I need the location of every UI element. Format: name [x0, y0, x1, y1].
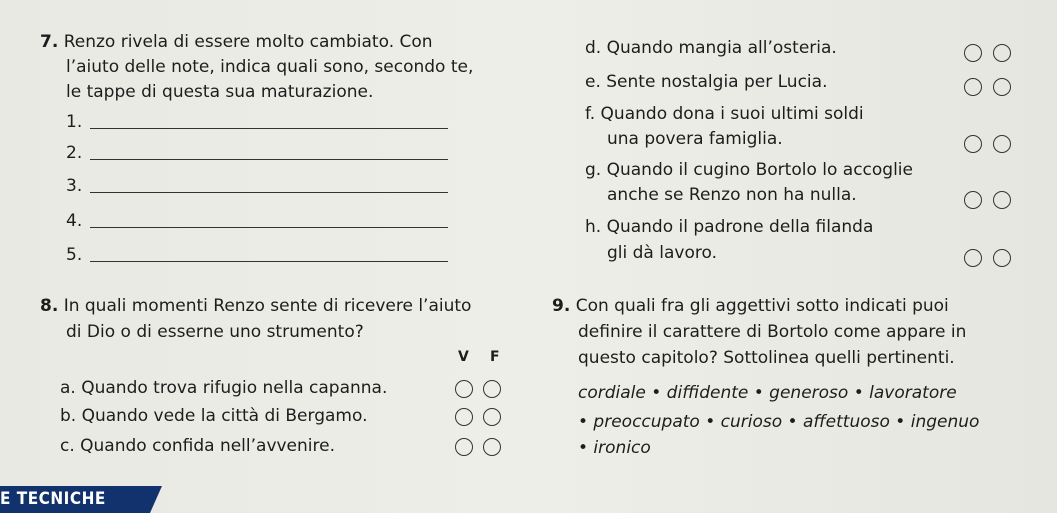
exercise-9-line-1: Con quali fra gli aggettivi sotto indicati puoi [575, 296, 949, 316]
item-h-true-circle[interactable] [964, 249, 982, 267]
blank-label-2: 2. [66, 143, 83, 163]
item-g-line-1: g. Quando il cugino Bortolo lo accoglie [585, 160, 913, 180]
item-b-true-circle[interactable] [455, 408, 473, 426]
item-e-true-circle[interactable] [964, 78, 982, 96]
item-f-false-circle[interactable] [993, 135, 1011, 153]
item-a-false-circle[interactable] [483, 380, 501, 398]
exercise-7-question [40, 30, 433, 54]
item-f-line-2: una povera famiglia. [607, 129, 783, 149]
exercise-8-line-2: di Dio o di esserne uno strumento? [66, 322, 364, 342]
answer-line-3[interactable] [90, 192, 448, 193]
true-column-label: V [458, 349, 469, 365]
item-h-line-1: h. Quando il padrone della filanda [585, 217, 874, 237]
item-g-false-circle[interactable] [993, 191, 1011, 209]
exercise-8-question [40, 294, 471, 318]
exercise-7-line-2: l’aiuto delle note, indica quali sono, secondo te, [66, 57, 474, 77]
blank-label-4: 4. [66, 211, 83, 231]
section-banner: E TECNICHE [0, 486, 150, 513]
exercise-8-number: 8. [40, 296, 59, 316]
item-c: c. Quando confida nell’avvenire. [60, 436, 335, 456]
adjective-line-2[interactable]: • preoccupato • curioso • affettuoso • ingenuo [578, 412, 980, 432]
exercise-9-question [552, 294, 949, 318]
item-b-false-circle[interactable] [483, 408, 501, 426]
item-f-line-1: f. Quando dona i suoi ultimi soldi [585, 104, 864, 124]
item-a-true-circle[interactable] [455, 380, 473, 398]
item-h-line-2: gli dà lavoro. [607, 243, 717, 263]
blank-label-3: 3. [66, 176, 83, 196]
blank-label-5: 5. [66, 245, 83, 265]
exercise-7-line-3: le tappe di questa sua maturazione. [66, 82, 374, 102]
exercise-8-line-1: In quali momenti Renzo sente di ricevere l’aiuto [63, 296, 472, 316]
item-d-false-circle[interactable] [993, 44, 1011, 62]
answer-line-5[interactable] [90, 261, 448, 262]
item-c-false-circle[interactable] [483, 438, 501, 456]
item-f-true-circle[interactable] [964, 135, 982, 153]
item-d: d. Quando mangia all’osteria. [585, 38, 837, 58]
item-g-line-2: anche se Renzo non ha nulla. [607, 185, 857, 205]
exercise-9-line-3: questo capitolo? Sottolinea quelli pertinenti. [578, 348, 955, 368]
item-g-true-circle[interactable] [964, 191, 982, 209]
exercise-9-line-2: definire il carattere di Bortolo come appare in [578, 322, 967, 342]
item-e-false-circle[interactable] [993, 78, 1011, 96]
exercise-7-line-1: Renzo rivela di essere molto cambiato. Con [63, 32, 433, 52]
exercise-7-number: 7. [40, 32, 59, 52]
item-d-true-circle[interactable] [964, 44, 982, 62]
section-banner-tip [150, 486, 162, 513]
item-a: a. Quando trova rifugio nella capanna. [60, 378, 388, 398]
adjective-line-1[interactable]: cordiale • diffidente • generoso • lavoratore [578, 383, 957, 403]
item-b: b. Quando vede la città di Bergamo. [60, 406, 368, 426]
item-h-false-circle[interactable] [993, 249, 1011, 267]
adjective-line-3[interactable]: • ironico [578, 438, 651, 458]
answer-line-1[interactable] [90, 128, 448, 129]
item-e: e. Sente nostalgia per Lucia. [585, 72, 828, 92]
answer-line-2[interactable] [90, 159, 448, 160]
item-c-true-circle[interactable] [455, 438, 473, 456]
answer-line-4[interactable] [90, 227, 448, 228]
blank-label-1: 1. [66, 112, 83, 132]
false-column-label: F [490, 349, 500, 365]
exercise-9-number: 9. [552, 296, 571, 316]
